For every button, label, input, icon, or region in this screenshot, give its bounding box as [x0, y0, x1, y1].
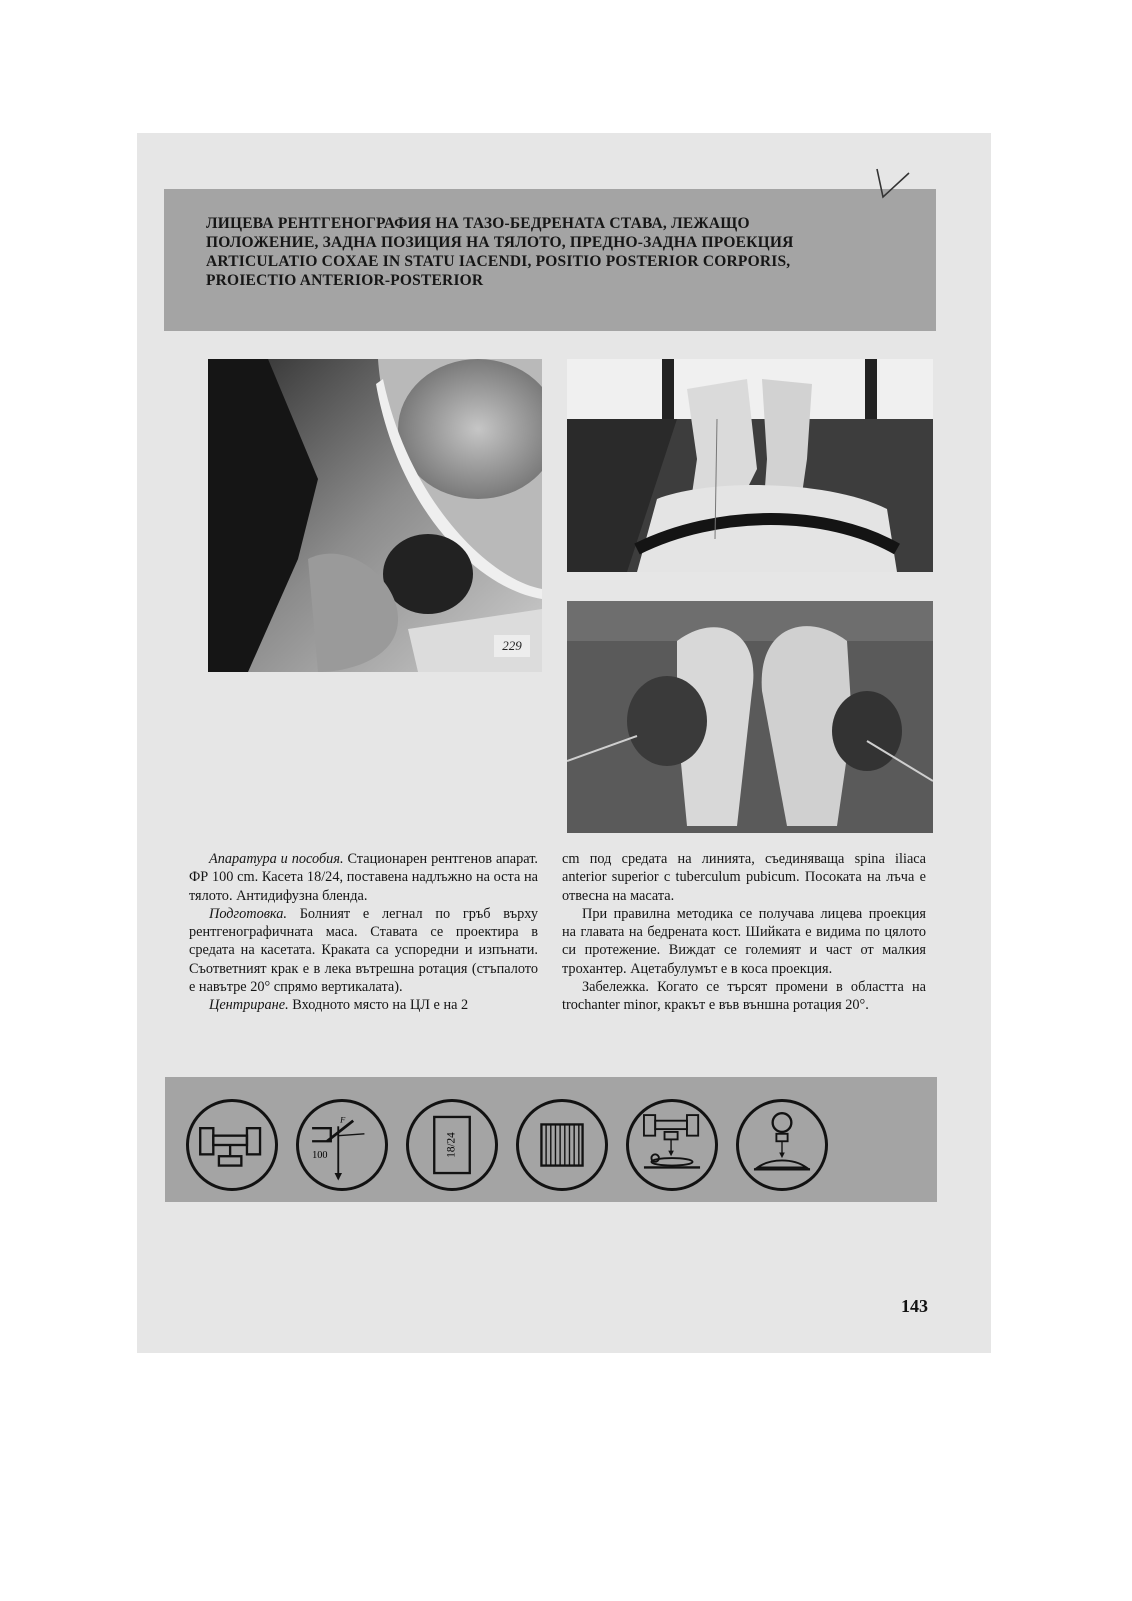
- paragraph-preparation: Подготовка. Болният е легнал по гръб върху рентгенографичната маса. Ставата се проектира в средата на касетата. Краката са успоредни и изпънати. Съответният крак е в лека вътрешна ротация (стъпалото е навътре 20° спрямо вертикалата).: [189, 905, 538, 996]
- ffd-value: 100: [312, 1150, 328, 1162]
- svg-text:F: F: [340, 1115, 346, 1125]
- title-band: [164, 189, 936, 331]
- paragraph-equipment: Апаратура и пособия. Стационарен рентгенов апарат. ФР 100 cm. Касета 18/24, поставена надлъжно на оста на тялото. Антидифузна бленда.: [189, 851, 538, 904]
- paragraph-note: Забележка. Когато се търсят промени в областта на trochanter minor, кракът е във външна ротация 20°.: [562, 979, 926, 1014]
- heading-centering: Центриране.: [209, 997, 289, 1014]
- xray-image: [208, 359, 542, 672]
- check-mark-icon: [869, 167, 913, 207]
- page: [137, 133, 991, 1353]
- title-line-4: PROIECTIO ANTERIOR-POSTERIOR: [206, 272, 484, 289]
- patient-positioning-photo: [567, 359, 933, 572]
- apparatus-icon: [186, 1099, 278, 1191]
- paragraph-centering: Центриране. Входното място на ЦЛ е на 2: [209, 997, 469, 1014]
- title-line-1: ЛИЦЕВА РЕНТГЕНОГРАФИЯ НА ТАЗО-БЕДРЕНАТА СТАВА, ЛЕЖАЩО: [206, 215, 750, 232]
- text-column-left: [189, 850, 538, 1015]
- title-line-2: ПОЛОЖЕНИЕ, ЗАДНА ПОЗИЦИЯ НА ТЯЛОТО, ПРЕДНО-ЗАДНА ПРОЕКЦИЯ: [206, 234, 794, 251]
- icon-band: [165, 1077, 937, 1202]
- text-column-right: [562, 850, 926, 1015]
- grid-icon: [516, 1099, 608, 1191]
- centering-icon: [736, 1099, 828, 1191]
- paragraph-result: При правилна методика се получава лицева проекция на главата на бедрената кост. Шийката е видима по цялото си протежение. Виждат се големият и част от малкия трохантер. Ацетабулумът е в коса проекция.: [562, 905, 926, 977]
- title-line-3: ARTICULATIO COXAE IN STATU IACENDI, POSITIO POSTERIOR CORPORIS,: [206, 253, 791, 270]
- paragraph-centering-cont: cm под средата на линията, съединяваща spina iliaca anterior superior с tuberculum pubicum. Посоката на лъча е отвесна на масата.: [562, 851, 926, 904]
- cassette-size: 18/24: [445, 1132, 458, 1158]
- heading-preparation: Подготовка.: [209, 905, 287, 922]
- supine-patient-icon: [626, 1099, 718, 1191]
- film-number-label: 229: [494, 635, 530, 657]
- cassette-icon: [406, 1099, 498, 1191]
- heading-equipment: Апаратура и пособия.: [209, 851, 344, 867]
- tube-distance-icon: [296, 1099, 388, 1191]
- feet-rotation-photo: [567, 601, 933, 833]
- page-number: 143: [901, 1296, 928, 1316]
